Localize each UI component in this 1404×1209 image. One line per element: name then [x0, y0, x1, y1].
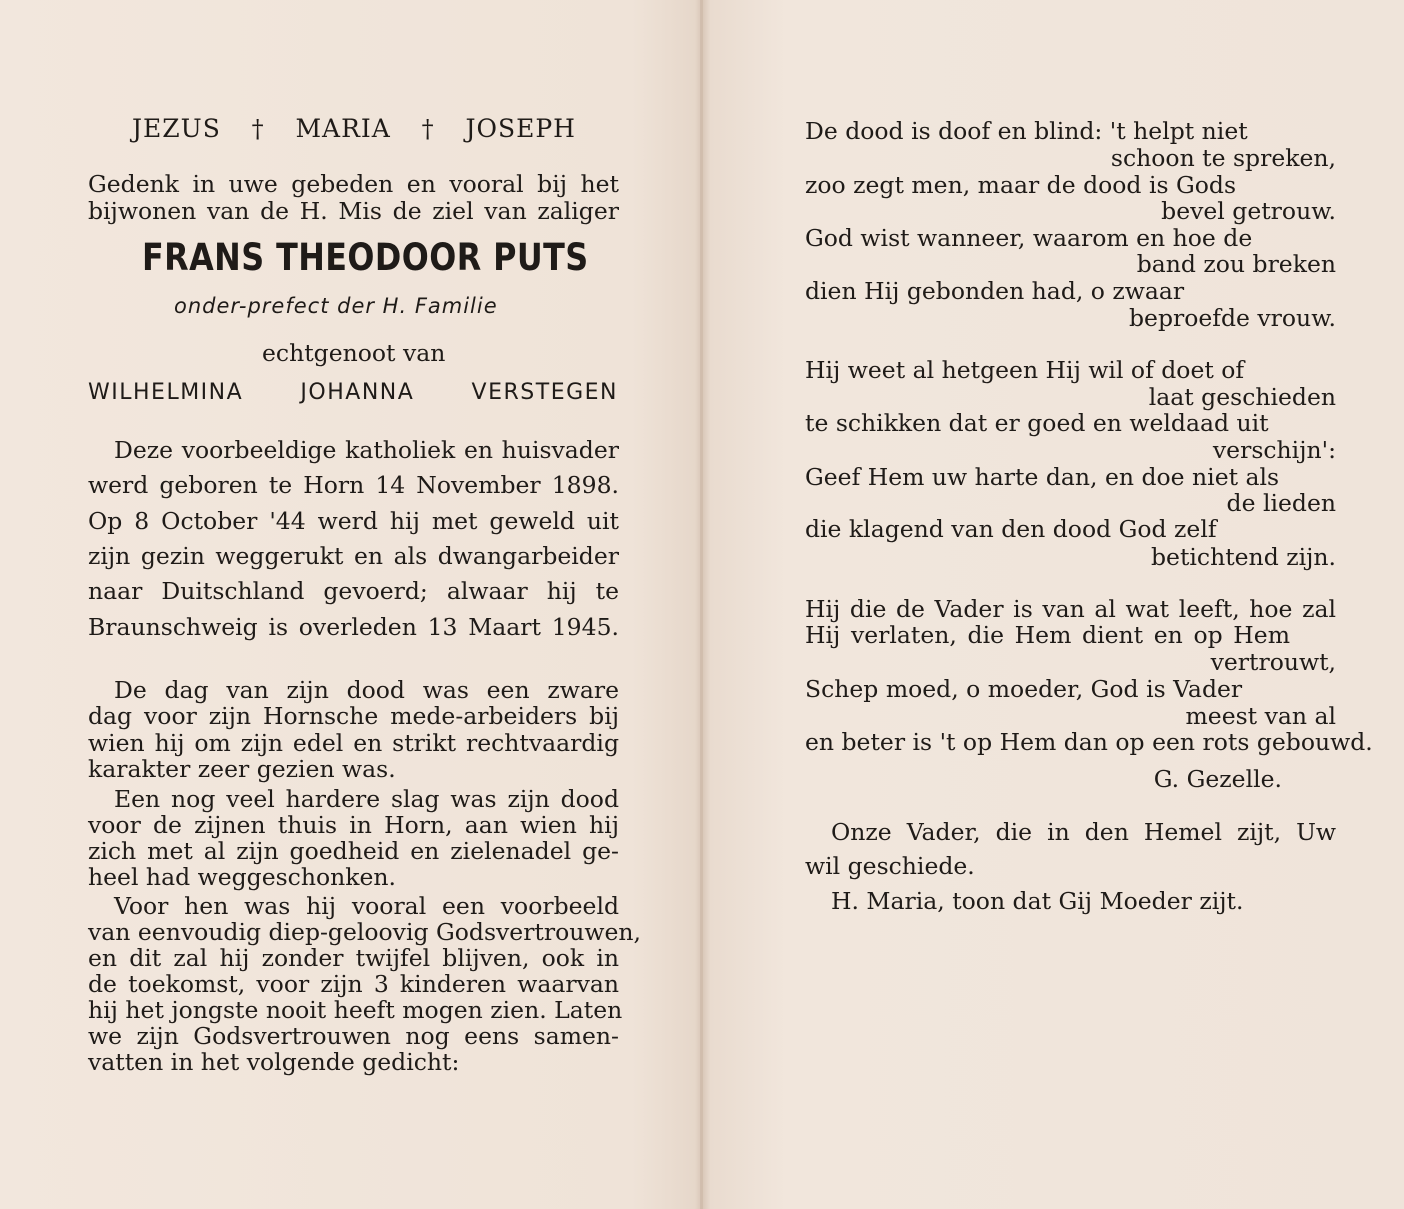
invocation-maria: MARIA — [295, 114, 391, 143]
poem-line: die klagend van den dood God zelf — [805, 515, 1217, 543]
tribute-line: De dag van zijn dood was een zware — [114, 676, 619, 704]
poem-line: Hij weet al hetgeen Hij wil of doet of — [805, 356, 1245, 384]
tribute-line: wien hij om zijn edel en strikt rechtvaardig — [88, 729, 619, 757]
intro-line: bijwonen van de H. Mis de ziel van zaliger — [88, 197, 619, 225]
intro-line: Gedenk in uwe gebeden en vooral bij het — [88, 170, 619, 198]
poem-line: God wist wanneer, waarom en hoe de — [805, 224, 1253, 252]
bio-line: Braunschweig is overleden 13 Maart 1945. — [88, 613, 619, 641]
tribute-line: dag voor zijn Hornsche mede-arbeiders bij — [88, 702, 619, 730]
poem-line: laat geschieden — [1148, 383, 1336, 411]
poem-line: bevel getrouw. — [1161, 197, 1336, 225]
bio-line: naar Duitschland gevoerd; alwaar hij te — [88, 577, 619, 605]
prayer-line: wil geschiede. — [805, 852, 975, 880]
bio-line: Deze voorbeeldige katholiek en huisvader — [114, 436, 619, 464]
tribute-line: karakter zeer gezien was. — [88, 755, 396, 783]
tribute-line: en dit zal hij zonder twijfel blijven, ook in — [88, 944, 619, 972]
poem-line: verschijn': — [1212, 436, 1336, 464]
poem-line: Geef Hem uw harte dan, en doe niet als — [805, 463, 1280, 491]
poem-author: G. Gezelle. — [1153, 765, 1282, 793]
tribute-line: zich met al zijn goedheid en zielenadel ge- — [88, 837, 619, 865]
poem-line: en beter is 't op Hem dan op een rots gebouwd. — [805, 728, 1373, 756]
tribute-line: Voor hen was hij vooral een voorbeeld — [114, 892, 619, 920]
poem-line: meest van al — [1185, 702, 1336, 730]
poem-line: Schep moed, o moeder, God is Vader — [805, 675, 1243, 703]
tribute-line: we zijn Godsvertrouwen nog eens samen- — [88, 1022, 619, 1050]
bio-line: werd geboren te Horn 14 November 1898. — [88, 471, 619, 499]
poem-line: vertrouwt, — [1210, 648, 1336, 676]
tribute-line: voor de zijnen thuis in Horn, aan wien hij — [88, 811, 619, 839]
poem-line: band zou breken — [1136, 250, 1336, 278]
prayer-line: H. Maria, toon dat Gij Moeder zijt. — [831, 887, 1244, 915]
tribute-line: vatten in het volgende gedicht: — [88, 1048, 460, 1076]
poem-line: te schikken dat er goed en weldaad uit — [805, 409, 1269, 437]
tribute-line: Een nog veel hardere slag was zijn dood — [114, 785, 619, 813]
cross-icon: † — [251, 114, 265, 143]
bio-line: Op 8 October '44 werd hij met geweld uit — [88, 507, 619, 535]
tribute-line: de toekomst, voor zijn 3 kinderen waarvan — [88, 970, 619, 998]
tribute-line: heel had weggeschonken. — [88, 863, 397, 891]
left-page — [0, 0, 700, 1209]
spouse-name: WILHELMINA JOHANNA VERSTEGEN — [88, 380, 618, 405]
cross-icon: † — [421, 114, 435, 143]
poem-line: zoo zegt men, maar de dood is Gods — [805, 171, 1237, 199]
poem-line: de lieden — [1226, 489, 1336, 517]
invocation — [132, 114, 576, 143]
tribute-line: hij het jongste nooit heeft mogen zien. Laten — [88, 996, 623, 1024]
poem-line: De dood is doof en blind: 't helpt niet — [805, 117, 1248, 145]
invocation-joseph: JOSEPH — [465, 114, 576, 143]
bio-line: zijn gezin weggerukt en als dwangarbeider — [88, 542, 619, 570]
poem-line: Hij die de Vader is van al wat leeft, hoe zal — [805, 595, 1336, 623]
deceased-title: onder-prefect der H. Familie — [174, 294, 498, 318]
poem-line: dien Hij gebonden had, o zwaar — [805, 277, 1185, 305]
poem-line: Hij verlaten, die Hem dient en op Hem — [805, 621, 1290, 649]
right-page — [706, 0, 1404, 1209]
deceased-name: FRANS THEODOOR PUTS — [142, 236, 589, 279]
prayer-line: Onze Vader, die in den Hemel zijt, Uw — [831, 818, 1336, 846]
poem-line: schoon te spreken, — [1110, 144, 1336, 172]
poem-line: betichtend zijn. — [1151, 543, 1336, 571]
spouse-label: echtgenoot van — [262, 339, 446, 367]
invocation-jezus: JEZUS — [132, 114, 221, 143]
poem-line: beproefde vrouw. — [1129, 304, 1336, 332]
tribute-line: van eenvoudig diep-geloovig Godsvertrouwen, — [88, 918, 642, 946]
card-fold — [700, 0, 703, 1209]
